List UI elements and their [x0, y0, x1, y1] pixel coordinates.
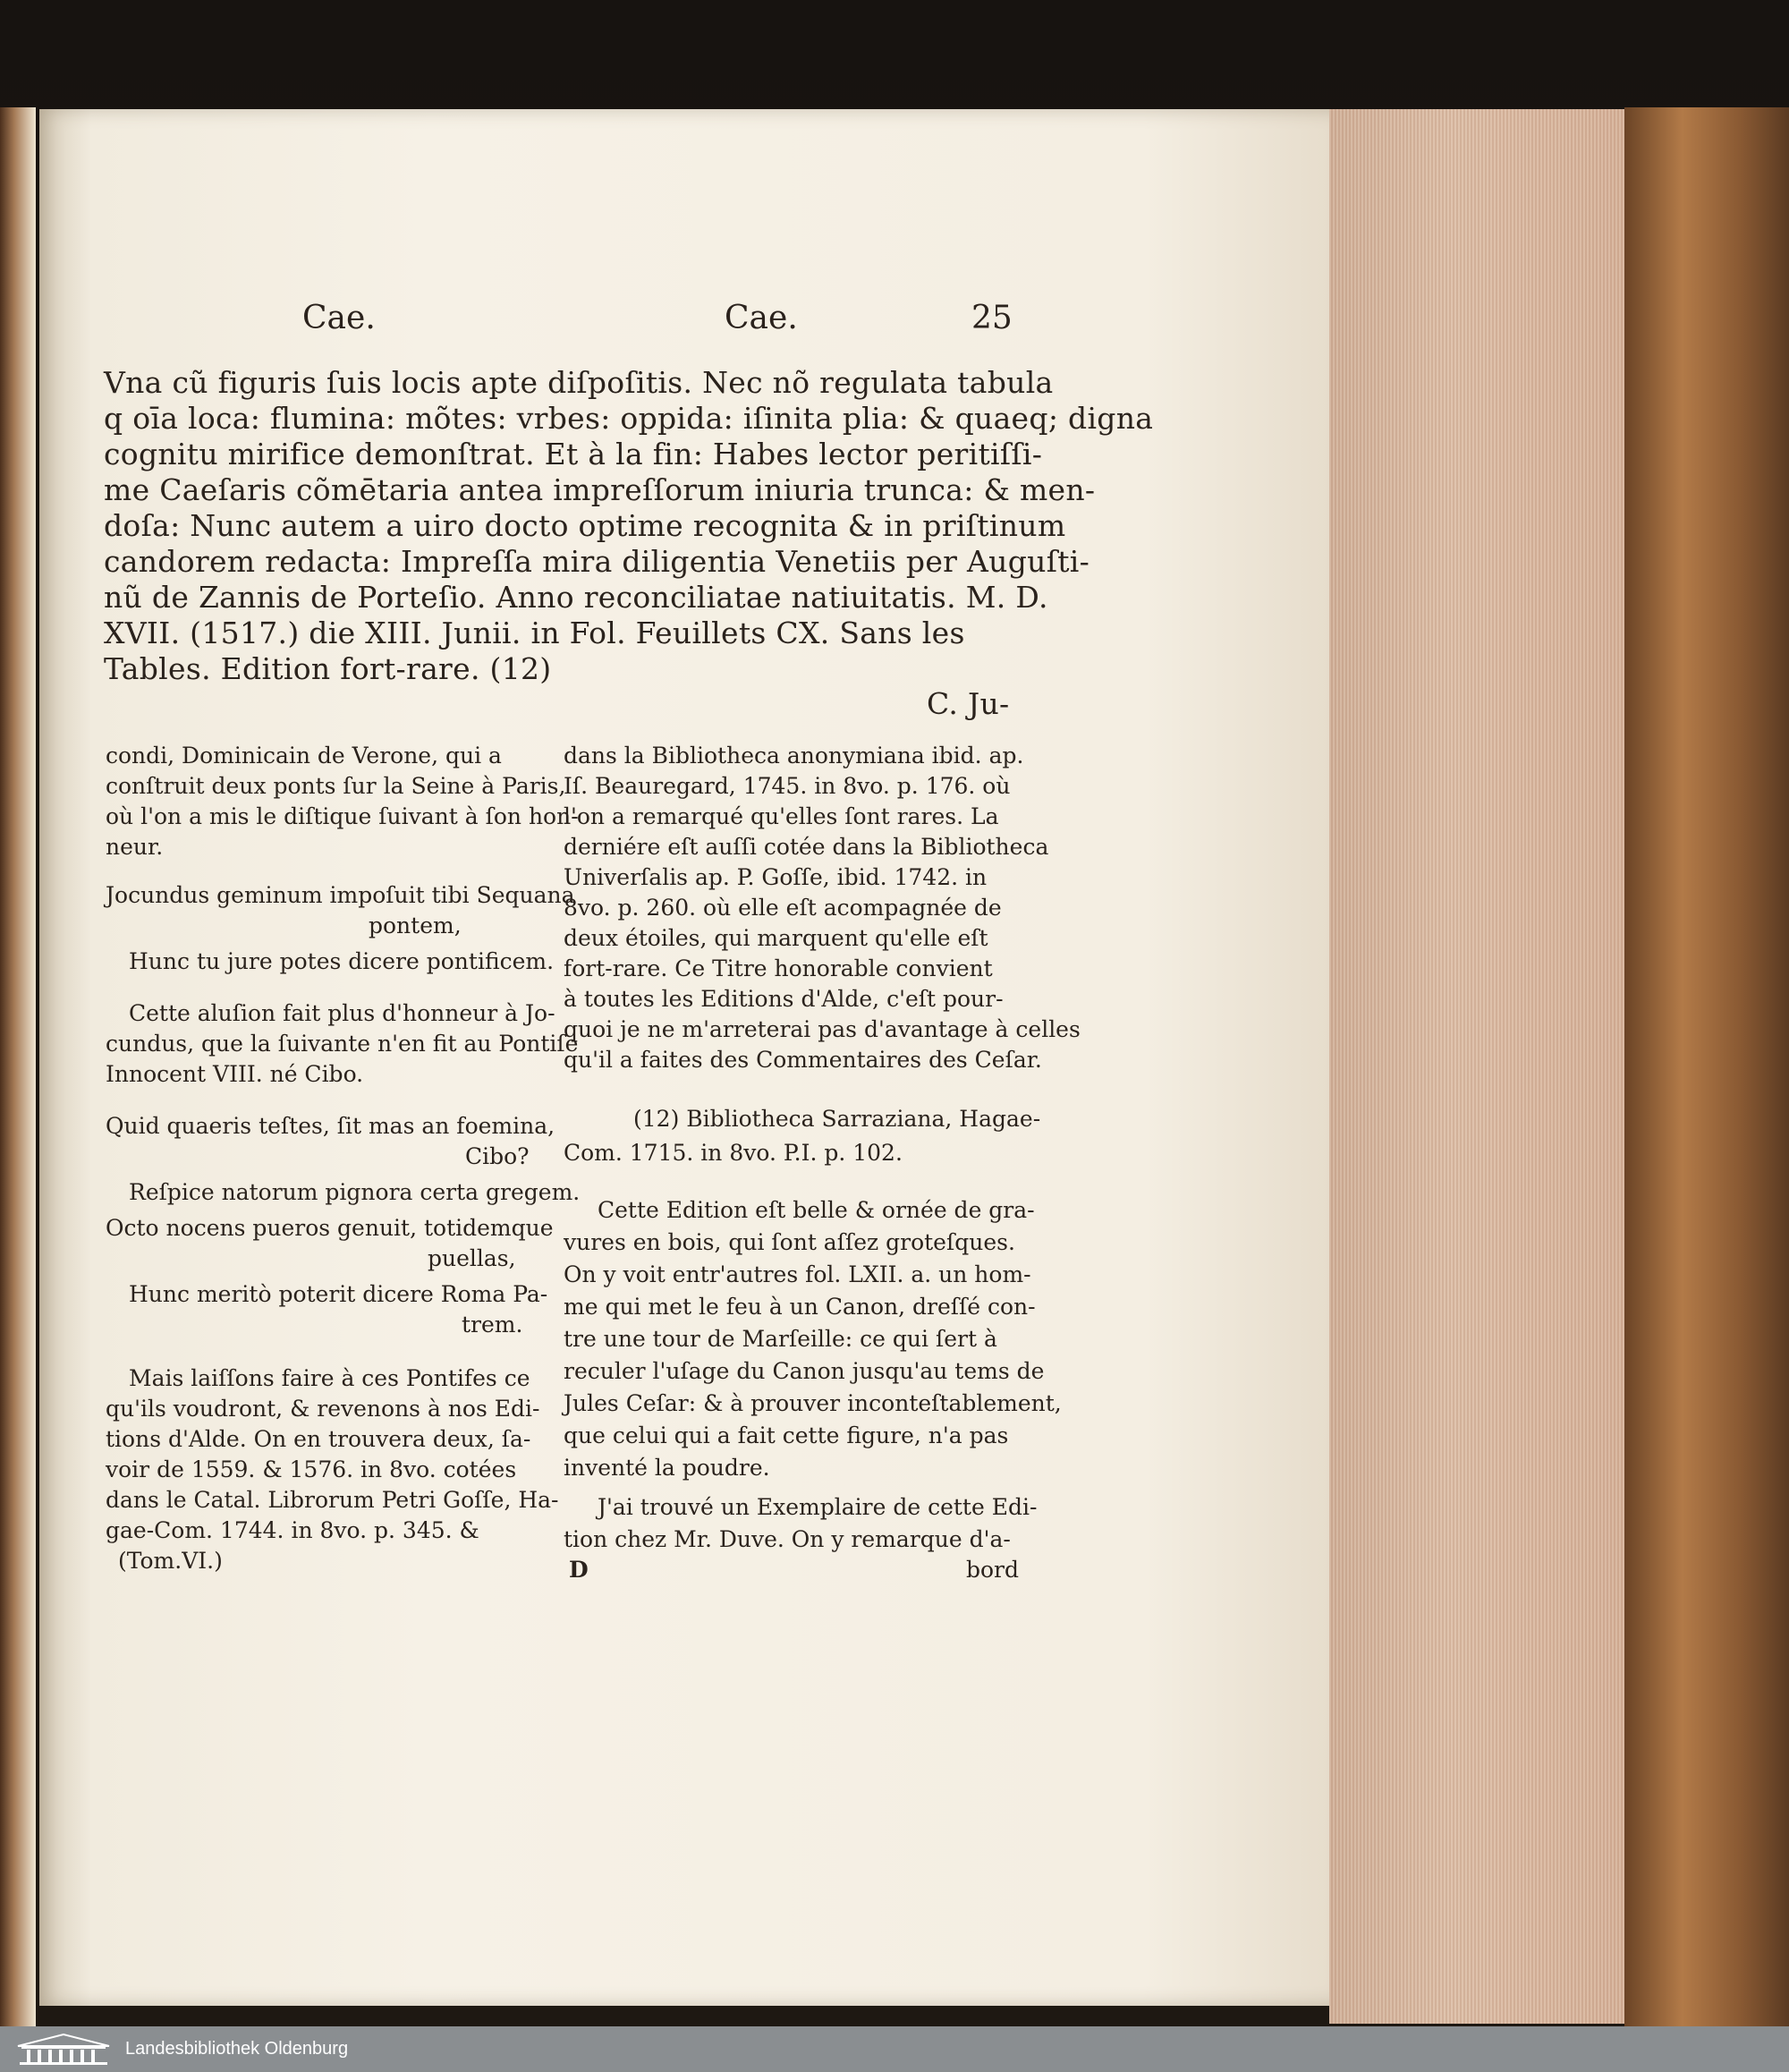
right-column-line: Iſ. Beauregard, 1745. in 8vo. p. 176. où	[564, 773, 1011, 799]
main-text-line: doſa: Nunc autem a uiro docto optime recognita & in priſtinum	[104, 508, 1066, 543]
running-head-center: Cae.	[725, 300, 798, 336]
main-text-line: cognitu mirifice demonſtrat. Et à la fin: Habes lector peritiſſi-	[104, 437, 1043, 471]
right-column-line: 8vo. p. 260. où elle eſt acompagnée de	[564, 895, 1002, 921]
right-column-line: tre une tour de Marſeille: ce qui ſert à	[564, 1326, 997, 1352]
footer-bar	[0, 2026, 1789, 2072]
left-column-line: Cibo?	[465, 1143, 530, 1169]
catchword-bottom: bord	[966, 1557, 1020, 1583]
volume-signature: (Tom.VI.)	[118, 1548, 223, 1574]
right-column-line: On y voit entr'autres fol. LXII. a. un hom-	[564, 1261, 1031, 1287]
right-column-line: dans la Bibliotheca anonymiana ibid. ap.	[564, 743, 1024, 769]
left-column-line: voir de 1559. & 1576. in 8vo. cotées	[106, 1456, 517, 1482]
left-column-line: puellas,	[428, 1245, 516, 1271]
left-page-edge	[0, 107, 36, 2026]
main-text-line: q oīa loca: flumina: mõtes: vrbes: oppida: iſinita plia: & quaeq; digna	[104, 401, 1154, 436]
page-block-edges	[1329, 109, 1629, 2024]
left-column-line: pontem,	[369, 913, 462, 938]
left-column-line: Innocent VIII. né Cibo.	[106, 1061, 364, 1087]
right-column-line: Univerſalis ap. P. Goſſe, ibid. 1742. in	[564, 864, 988, 890]
main-text-line: me Caeſaris cõmētaria antea impreſſorum iniuria trunca: & men-	[104, 472, 1096, 507]
left-column-line: Quid quaeris teſtes, ſit mas an foemina,	[106, 1113, 555, 1139]
left-column-line: qu'ils voudront, & revenons à nos Edi-	[106, 1396, 540, 1422]
left-column-line: condi, Dominicain de Verone, qui a	[106, 743, 502, 769]
left-column-line: tions d'Alde. On en trouvera deux, ſa-	[106, 1426, 531, 1452]
running-head-left: Cae.	[302, 300, 376, 336]
left-column-line: Octo nocens pueros genuit, totidemque	[106, 1215, 554, 1241]
right-column-line: me qui met le feu à un Canon, dreſſé con-	[564, 1294, 1036, 1320]
right-column-line: fort-rare. Ce Titre honorable convient	[564, 955, 993, 981]
right-column-line: l'on a remarqué qu'elles ſont rares. La	[564, 803, 999, 829]
left-column-line: conſtruit deux ponts ſur la Seine à Paris,	[106, 773, 566, 799]
left-column-line: dans le Catal. Librorum Petri Goſſe, Ha-	[106, 1487, 559, 1513]
main-text-line: candorem redacta: Impreſſa mira diligentia Venetiis per Auguſti-	[104, 544, 1090, 579]
right-column-line: que celui qui a fait cette figure, n'a pas	[564, 1422, 1009, 1448]
right-column-line: tion chez Mr. Duve. On y remarque d'a-	[564, 1526, 1011, 1552]
right-column-line: qu'il a faites des Commentaires des Ceſar.	[564, 1047, 1042, 1073]
right-column-line: à toutes les Editions d'Alde, c'eſt pour-	[564, 986, 1004, 1012]
left-column-line: où l'on a mis le diſtique ſuivant à ſon hon-	[106, 803, 579, 829]
left-column-line: Reſpice natorum pignora certa gregem.	[129, 1179, 581, 1205]
left-column-line: Hunc tu jure potes dicere pontificem.	[129, 948, 555, 974]
page-number: 25	[971, 300, 1013, 336]
library-name: Landesbibliothek Oldenburg	[125, 2039, 349, 2059]
library-building-icon	[14, 2032, 113, 2066]
right-column-line: deux étoiles, qui marquent qu'elle eſt	[564, 925, 988, 951]
left-column-line: Hunc meritò poterit dicere Roma Pa-	[129, 1281, 548, 1307]
left-column-line: trem.	[462, 1312, 523, 1337]
book-cover-edge	[1624, 107, 1789, 2026]
right-column-line: inventé la poudre.	[564, 1455, 770, 1481]
right-column-line: Cette Edition eſt belle & ornée de gra-	[598, 1197, 1035, 1223]
left-column-line: Cette aluſion fait plus d'honneur à Jo-	[129, 1000, 555, 1026]
main-text-line: Vna cũ figuris ſuis locis apte diſpoſitis. Nec nõ regulata tabula	[104, 365, 1054, 400]
right-column-line: Jules Ceſar: & à prouver inconteſtablement,	[564, 1390, 1062, 1416]
right-column-line: derniére eſt auſſi cotée dans la Bibliotheca	[564, 834, 1049, 860]
footnote-line: Com. 1715. in 8vo. P.I. p. 102.	[564, 1140, 903, 1166]
signature-mark: D	[569, 1557, 589, 1583]
right-column-line: J'ai trouvé un Exemplaire de cette Edi-	[598, 1494, 1038, 1520]
left-column-line: neur.	[106, 834, 164, 860]
right-column-line: vures en bois, qui ſont aſſez groteſques.	[564, 1229, 1015, 1255]
footnote-line: (12) Bibliotheca Sarraziana, Hagae-	[633, 1106, 1041, 1132]
left-column-line: cundus, que la ſuivante n'en fit au Pontiſe	[106, 1031, 579, 1057]
left-column-line: Jocundus geminum impoſuit tibi Sequana	[106, 882, 575, 908]
left-column-line: gae-Com. 1744. in 8vo. p. 345. &	[106, 1517, 479, 1543]
main-text-line: nũ de Zannis de Porteſio. Anno reconciliatae natiuitatis. M. D.	[104, 580, 1048, 615]
right-column-line: quoi je ne m'arreterai pas d'avantage à celles	[564, 1016, 1081, 1042]
right-column-line: reculer l'uſage du Canon jusqu'au tems de	[564, 1358, 1045, 1384]
main-text-line: XVII. (1517.) die XIII. Junii. in Fol. Feuillets CX. Sans les	[104, 616, 965, 650]
catchword-main: C. Ju-	[927, 686, 1010, 721]
main-text-line: Tables. Edition fort-rare. (12)	[104, 651, 552, 686]
left-column-line: Mais laiſſons faire à ces Pontifes ce	[129, 1365, 530, 1391]
